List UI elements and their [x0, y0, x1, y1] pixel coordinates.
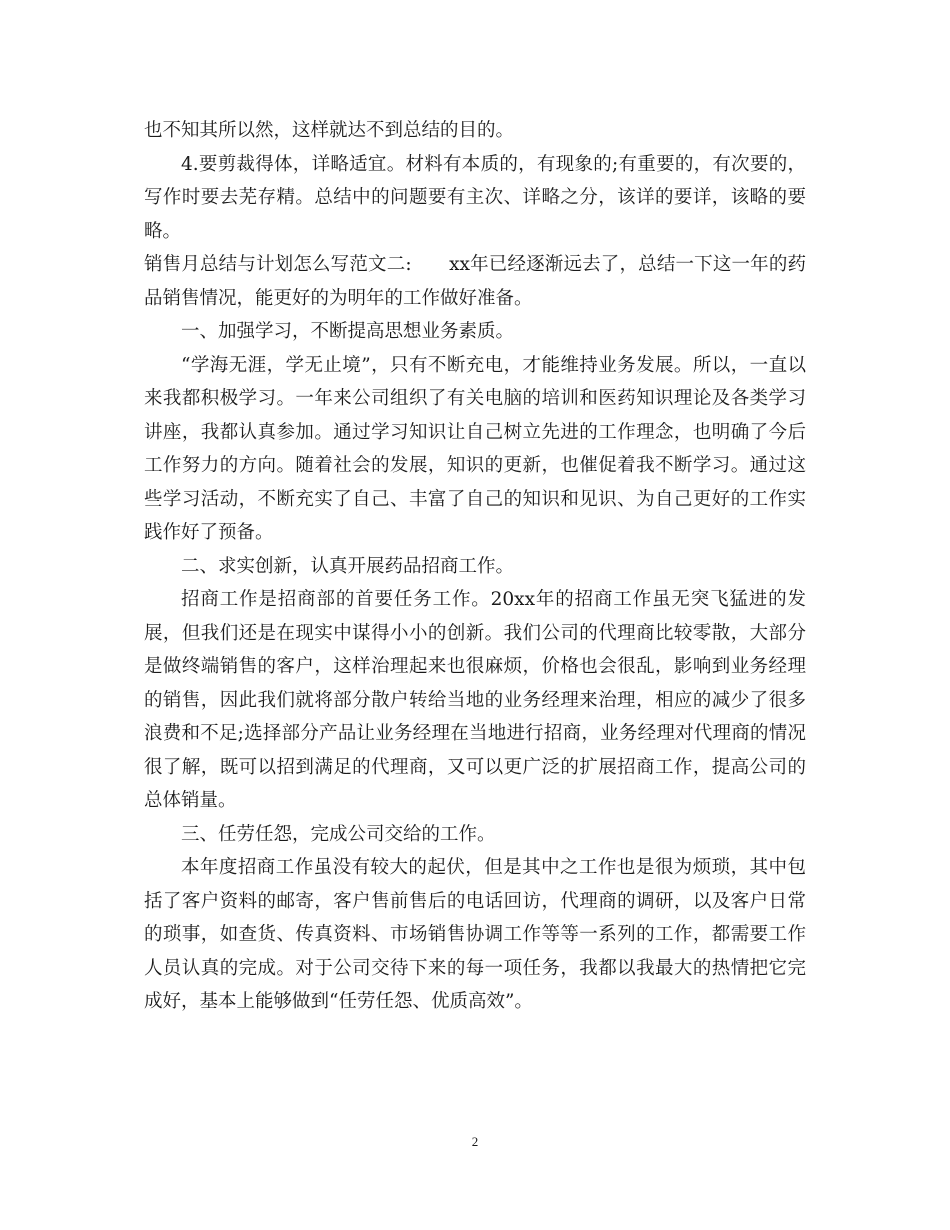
paragraph: 也不知其所以然，这样就达不到总结的目的。: [144, 120, 515, 141]
paragraph: “学海无涯，学无止境”，只有不断充电，才能维持业务发展。所以，一直以来我都积极学习。一年来公司组织了有关电脑的培训和医药知识理论及各类学习讲座，我都认真参加。通过学习知识让自己树立先进的工作理念，也明确了今后工作努力的方向。随着社会的发展，知识的更新，也催促着我不断学习。通过这些学习活动，不断充实了自己、丰富了自己的知识和见识、为自己更好的工作实践作好了预备。: [144, 354, 806, 543]
paragraph: 招商工作是招商部的首要任务工作。20xx年的招商工作虽无突飞猛进的发展，但我们还是在现实中谋得小小的创新。我们公司的代理商比较零散，大部分是做终端销售的客户，这样治理起来也很麻烦，价格也会很乱，影响到业务经理的销售，因此我们就将部分散户转给当地的业务经理来治理，相应的减少了很多浪费和不足;选择部分产品让业务经理在当地进行招商，业务经理对代理商的情况很了解，既可以招到满足的代理商，又可以更广泛的扩展招商工作，提高公司的总体销量。: [144, 589, 806, 811]
subheading: 一、加强学习，不断提高思想业务素质。: [181, 321, 515, 342]
page-number: 2: [471, 1134, 479, 1149]
document-body: [144, 114, 806, 1019]
paragraph: 本年度招商工作虽没有较大的起伏，但是其中之工作也是很为烦琐，其中包括了客户资料的邮寄，客户售前售后的电话回访，代理商的调研，以及客户日常的琐事，如查货、传真资料、市场销售协调工作等等一系列的工作，都需要工作人员认真的完成。对于公司交待下来的每一项任务，我都以我最大的热情把它完成好，基本上能够做到“任劳任怨、优质高效”。: [144, 857, 806, 1012]
paragraph: 4.要剪裁得体，详略适宜。材料有本质的，有现象的;有重要的，有次要的，写作时要去芜存精。总结中的问题要有主次、详略之分，该详的要详，该略的要略。: [144, 153, 806, 242]
subheading: 二、求实创新，认真开展药品招商工作。: [181, 555, 515, 577]
subheading: 三、任劳任怨，完成公司交给的工作。: [181, 823, 496, 845]
section-heading-paragraph: 销售月总结与计划怎么写范文二: xx年已经逐渐远去了，总结一下这一年的药品销售情况，能更好的为明年的工作做好准备。: [144, 254, 806, 309]
